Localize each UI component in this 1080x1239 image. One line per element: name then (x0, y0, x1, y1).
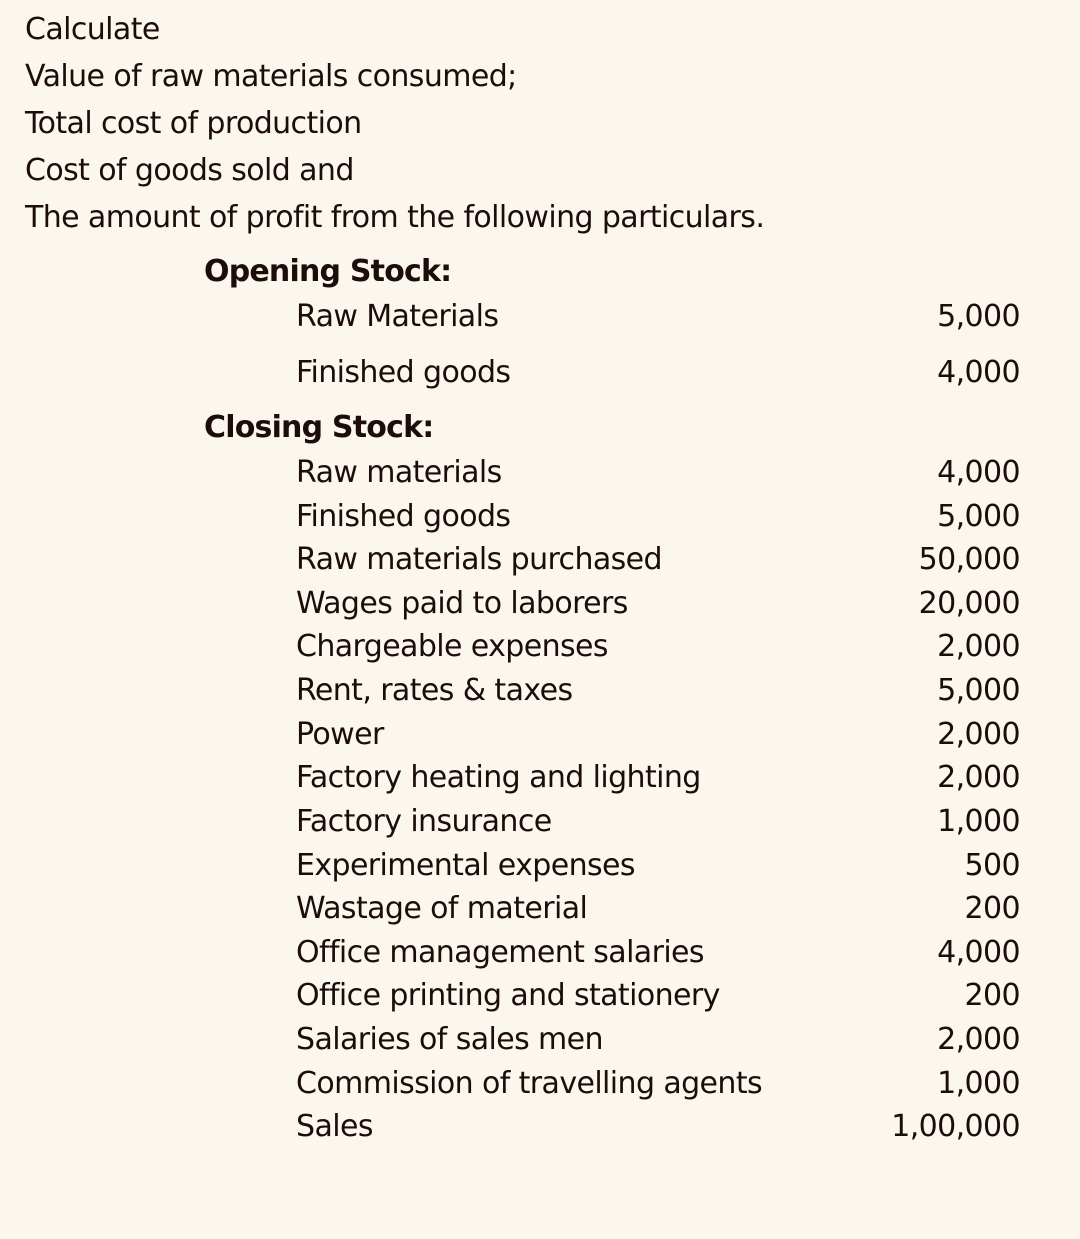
particular-row (296, 584, 1020, 624)
particular-row (296, 297, 1020, 337)
particular-label: Office printing and stationery (296, 978, 720, 1013)
instruction-line: Cost of goods sold and (25, 153, 354, 188)
particular-label: Raw materials purchased (296, 542, 662, 577)
particular-row (296, 671, 1020, 711)
particular-amount: 4,000 (937, 355, 1020, 390)
particular-row (296, 497, 1020, 537)
particular-row (296, 802, 1020, 842)
particular-amount: 200 (964, 978, 1020, 1013)
particular-label: Raw Materials (296, 299, 499, 334)
particular-row (296, 889, 1020, 929)
particular-row (296, 1107, 1020, 1147)
instruction-line: Total cost of production (25, 106, 362, 141)
particular-amount: 2,000 (937, 1022, 1020, 1057)
particular-label: Power (296, 717, 384, 752)
particular-label: Finished goods (296, 499, 511, 534)
particular-amount: 2,000 (937, 629, 1020, 664)
particular-row (296, 846, 1020, 886)
particular-row (296, 758, 1020, 798)
particular-label: Experimental expenses (296, 848, 635, 883)
particular-amount: 4,000 (937, 455, 1020, 490)
particular-row (296, 715, 1020, 755)
particular-row (296, 540, 1020, 580)
particular-label: Sales (296, 1109, 373, 1144)
question-instructions (25, 6, 764, 241)
particular-amount: 2,000 (937, 760, 1020, 795)
particular-row (296, 627, 1020, 667)
particular-row (296, 933, 1020, 973)
particular-amount: 5,000 (937, 673, 1020, 708)
instruction-line: Value of raw materials consumed; (25, 59, 517, 94)
particular-label: Salaries of sales men (296, 1022, 603, 1057)
particular-label: Rent, rates & taxes (296, 673, 573, 708)
particular-label: Chargeable expenses (296, 629, 608, 664)
particular-label: Raw materials (296, 455, 502, 490)
particular-label: Wages paid to laborers (296, 586, 628, 621)
particular-amount: 5,000 (937, 499, 1020, 534)
particular-amount: 20,000 (918, 586, 1020, 621)
particular-row (296, 1064, 1020, 1104)
particular-amount: 5,000 (937, 299, 1020, 334)
particular-label: Office management salaries (296, 935, 704, 970)
particular-label: Finished goods (296, 355, 511, 390)
particular-amount: 500 (964, 848, 1020, 883)
particular-amount: 1,000 (937, 1066, 1020, 1101)
instruction-line: Calculate (25, 12, 160, 47)
particular-amount: 50,000 (918, 542, 1020, 577)
opening-stock-heading: Opening Stock: (204, 254, 452, 289)
particular-label: Factory heating and lighting (296, 760, 701, 795)
particular-row (296, 1020, 1020, 1060)
particular-amount: 1,000 (937, 804, 1020, 839)
instruction-line: The amount of profit from the following particulars. (25, 200, 765, 235)
particular-amount: 2,000 (937, 717, 1020, 752)
particular-row (296, 353, 1020, 393)
particular-amount: 200 (964, 891, 1020, 926)
closing-stock-heading: Closing Stock: (204, 410, 434, 445)
particular-label: Factory insurance (296, 804, 552, 839)
particular-row (296, 453, 1020, 493)
particular-label: Wastage of material (296, 891, 588, 926)
particular-amount: 1,00,000 (891, 1109, 1020, 1144)
particular-amount: 4,000 (937, 935, 1020, 970)
particular-label: Commission of travelling agents (296, 1066, 763, 1101)
particular-row (296, 976, 1020, 1016)
